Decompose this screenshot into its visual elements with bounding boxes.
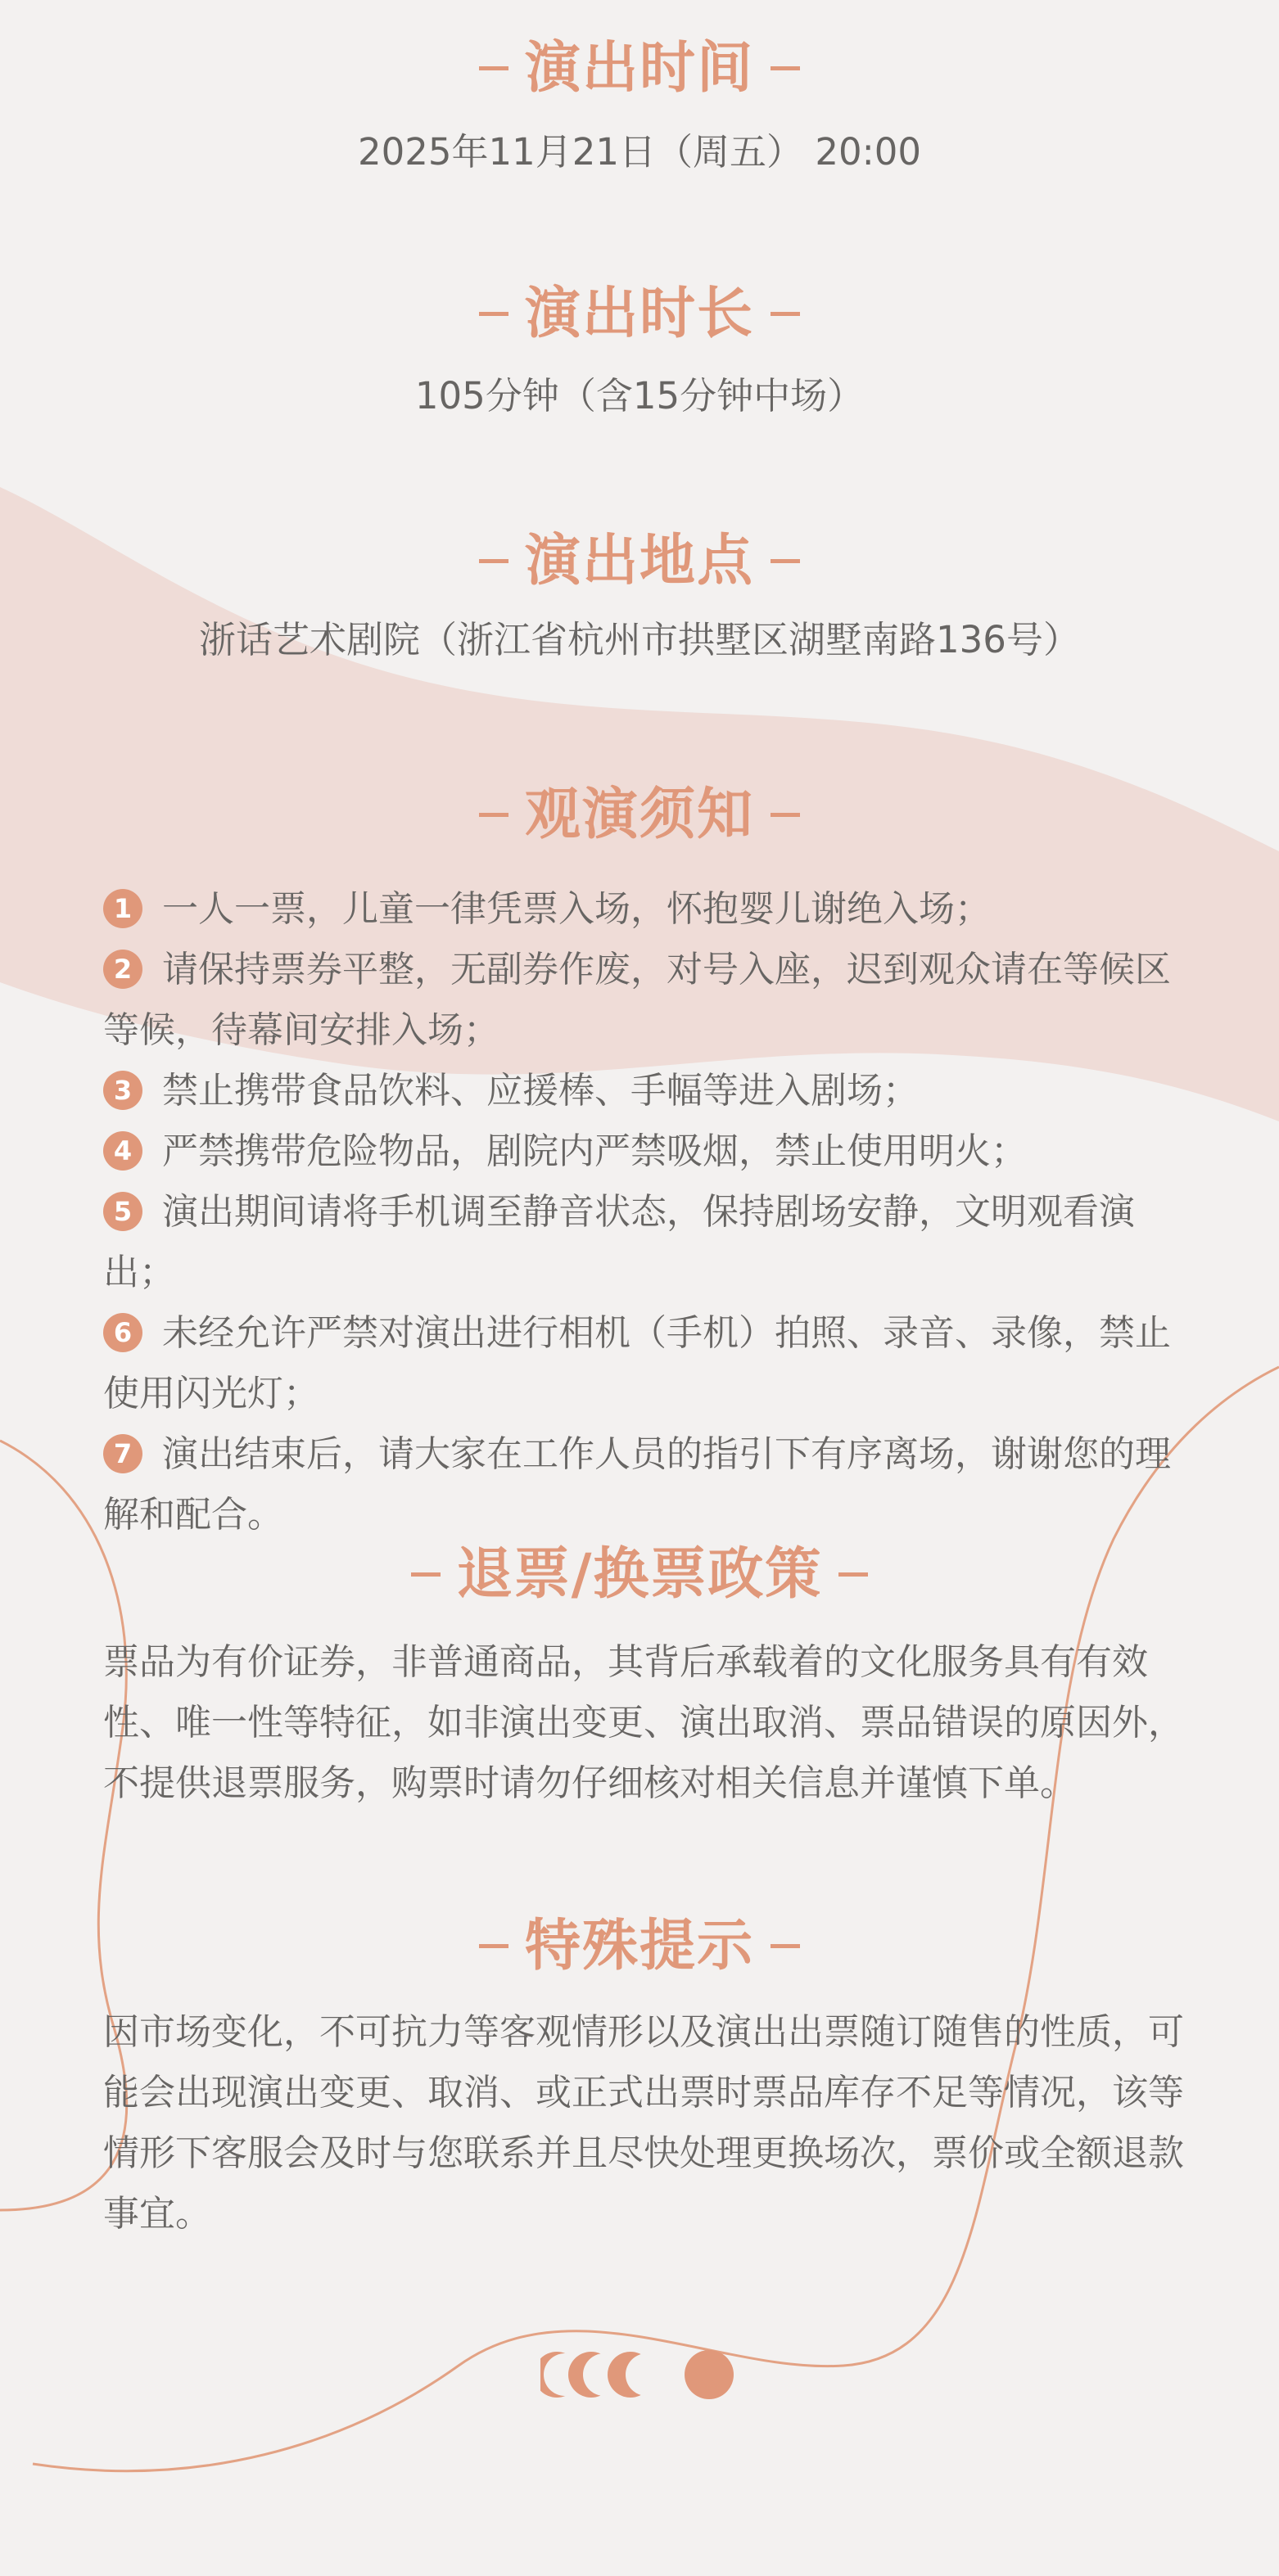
section-title-special — [0, 1912, 1279, 1981]
venue-value: 浙话艺术剧院（浙江省杭州市拱墅区湖墅南路136号） — [199, 618, 1080, 661]
notice-item — [103, 1424, 1184, 1545]
section-title-venue — [0, 527, 1279, 596]
title-dash-right — [838, 1572, 868, 1577]
title-dash-left — [479, 559, 508, 563]
moon-gibbous — [608, 2352, 653, 2398]
notice-text: 一人一票，儿童一律凭票入场，怀抱婴儿谢绝入场； — [162, 888, 991, 930]
number-badge: 6 — [103, 1313, 142, 1352]
title-dash-left — [479, 813, 508, 817]
moon-phases-icon — [540, 2346, 753, 2403]
section-title-time-text: 演出时间 — [524, 36, 754, 101]
show-time-value: 2025年11月21日（周五） 20:00 — [357, 130, 922, 174]
number-badge: 7 — [103, 1434, 142, 1473]
notice-item — [103, 1303, 1184, 1424]
title-dash-right — [771, 813, 800, 817]
notice-list — [103, 879, 1184, 1545]
title-dash-left — [479, 66, 508, 70]
moon-full — [685, 2350, 734, 2399]
section-title-time — [0, 34, 1279, 103]
number-badge: 1 — [103, 889, 142, 928]
number-badge: 2 — [103, 950, 142, 989]
section-title-notice — [0, 781, 1279, 850]
notice-text: 未经允许严禁对演出进行相机（手机）拍照、录音、录像，禁止使用闪光灯； — [103, 1312, 1171, 1414]
title-dash-right — [771, 312, 800, 316]
title-dash-right — [771, 559, 800, 563]
title-dash-right — [771, 1944, 800, 1948]
duration-value: 105分钟（含15分钟中场） — [414, 374, 865, 417]
title-dash-left — [479, 312, 508, 316]
section-title-refund-text: 退票/换票政策 — [456, 1542, 823, 1607]
moon-crescent — [568, 2352, 614, 2398]
notice-item — [103, 1061, 1184, 1121]
section-title-duration-text: 演出时长 — [524, 282, 754, 346]
notice-text: 请保持票券平整，无副券作废，对号入座，迟到观众请在等候区等候，待幕间安排入场； — [103, 949, 1171, 1051]
number-badge: 5 — [103, 1192, 142, 1231]
section-title-duration — [0, 280, 1279, 349]
notice-text: 严禁携带危险物品，剧院内严禁吸烟，禁止使用明火； — [162, 1130, 1027, 1172]
section-title-notice-text: 观演须知 — [524, 783, 754, 847]
notice-item — [103, 879, 1184, 940]
title-dash-left — [411, 1572, 441, 1577]
refund-policy-text: 票品为有价证券，非普通商品，其背后承载着的文化服务具有有效性、唯一性等特征，如非演出变更、演出取消、票品错误的原因外，不提供退票服务，购票时请勿仔细核对相关信息并谨慎下单。 — [103, 1641, 1184, 1804]
title-dash-right — [771, 66, 800, 70]
section-title-special-text: 特殊提示 — [524, 1914, 754, 1978]
notice-text: 禁止携带食品饮料、应援棒、手幅等进入剧场； — [162, 1070, 919, 1112]
notice-item — [103, 1182, 1184, 1303]
section-title-refund — [0, 1541, 1279, 1609]
notice-text: 演出期间请将手机调至静音状态，保持剧场安静，文明观看演出； — [103, 1191, 1135, 1293]
special-notice-text: 因市场变化，不可抗力等客观情形以及演出出票随订随售的性质，可能会出现演出变更、取消、或正式出票时票品库存不足等情况，该等情形下客服会及时与您联系并且尽快处理更换场次，票价或全额退款事宜。 — [103, 2011, 1184, 2235]
notice-text: 演出结束后，请大家在工作人员的指引下有序离场，谢谢您的理解和配合。 — [103, 1433, 1171, 1536]
notice-item — [103, 940, 1184, 1061]
section-title-venue-text: 演出地点 — [524, 529, 754, 593]
number-badge: 4 — [103, 1131, 142, 1171]
notice-item — [103, 1121, 1184, 1182]
title-dash-left — [479, 1944, 508, 1948]
number-badge: 3 — [103, 1071, 142, 1110]
